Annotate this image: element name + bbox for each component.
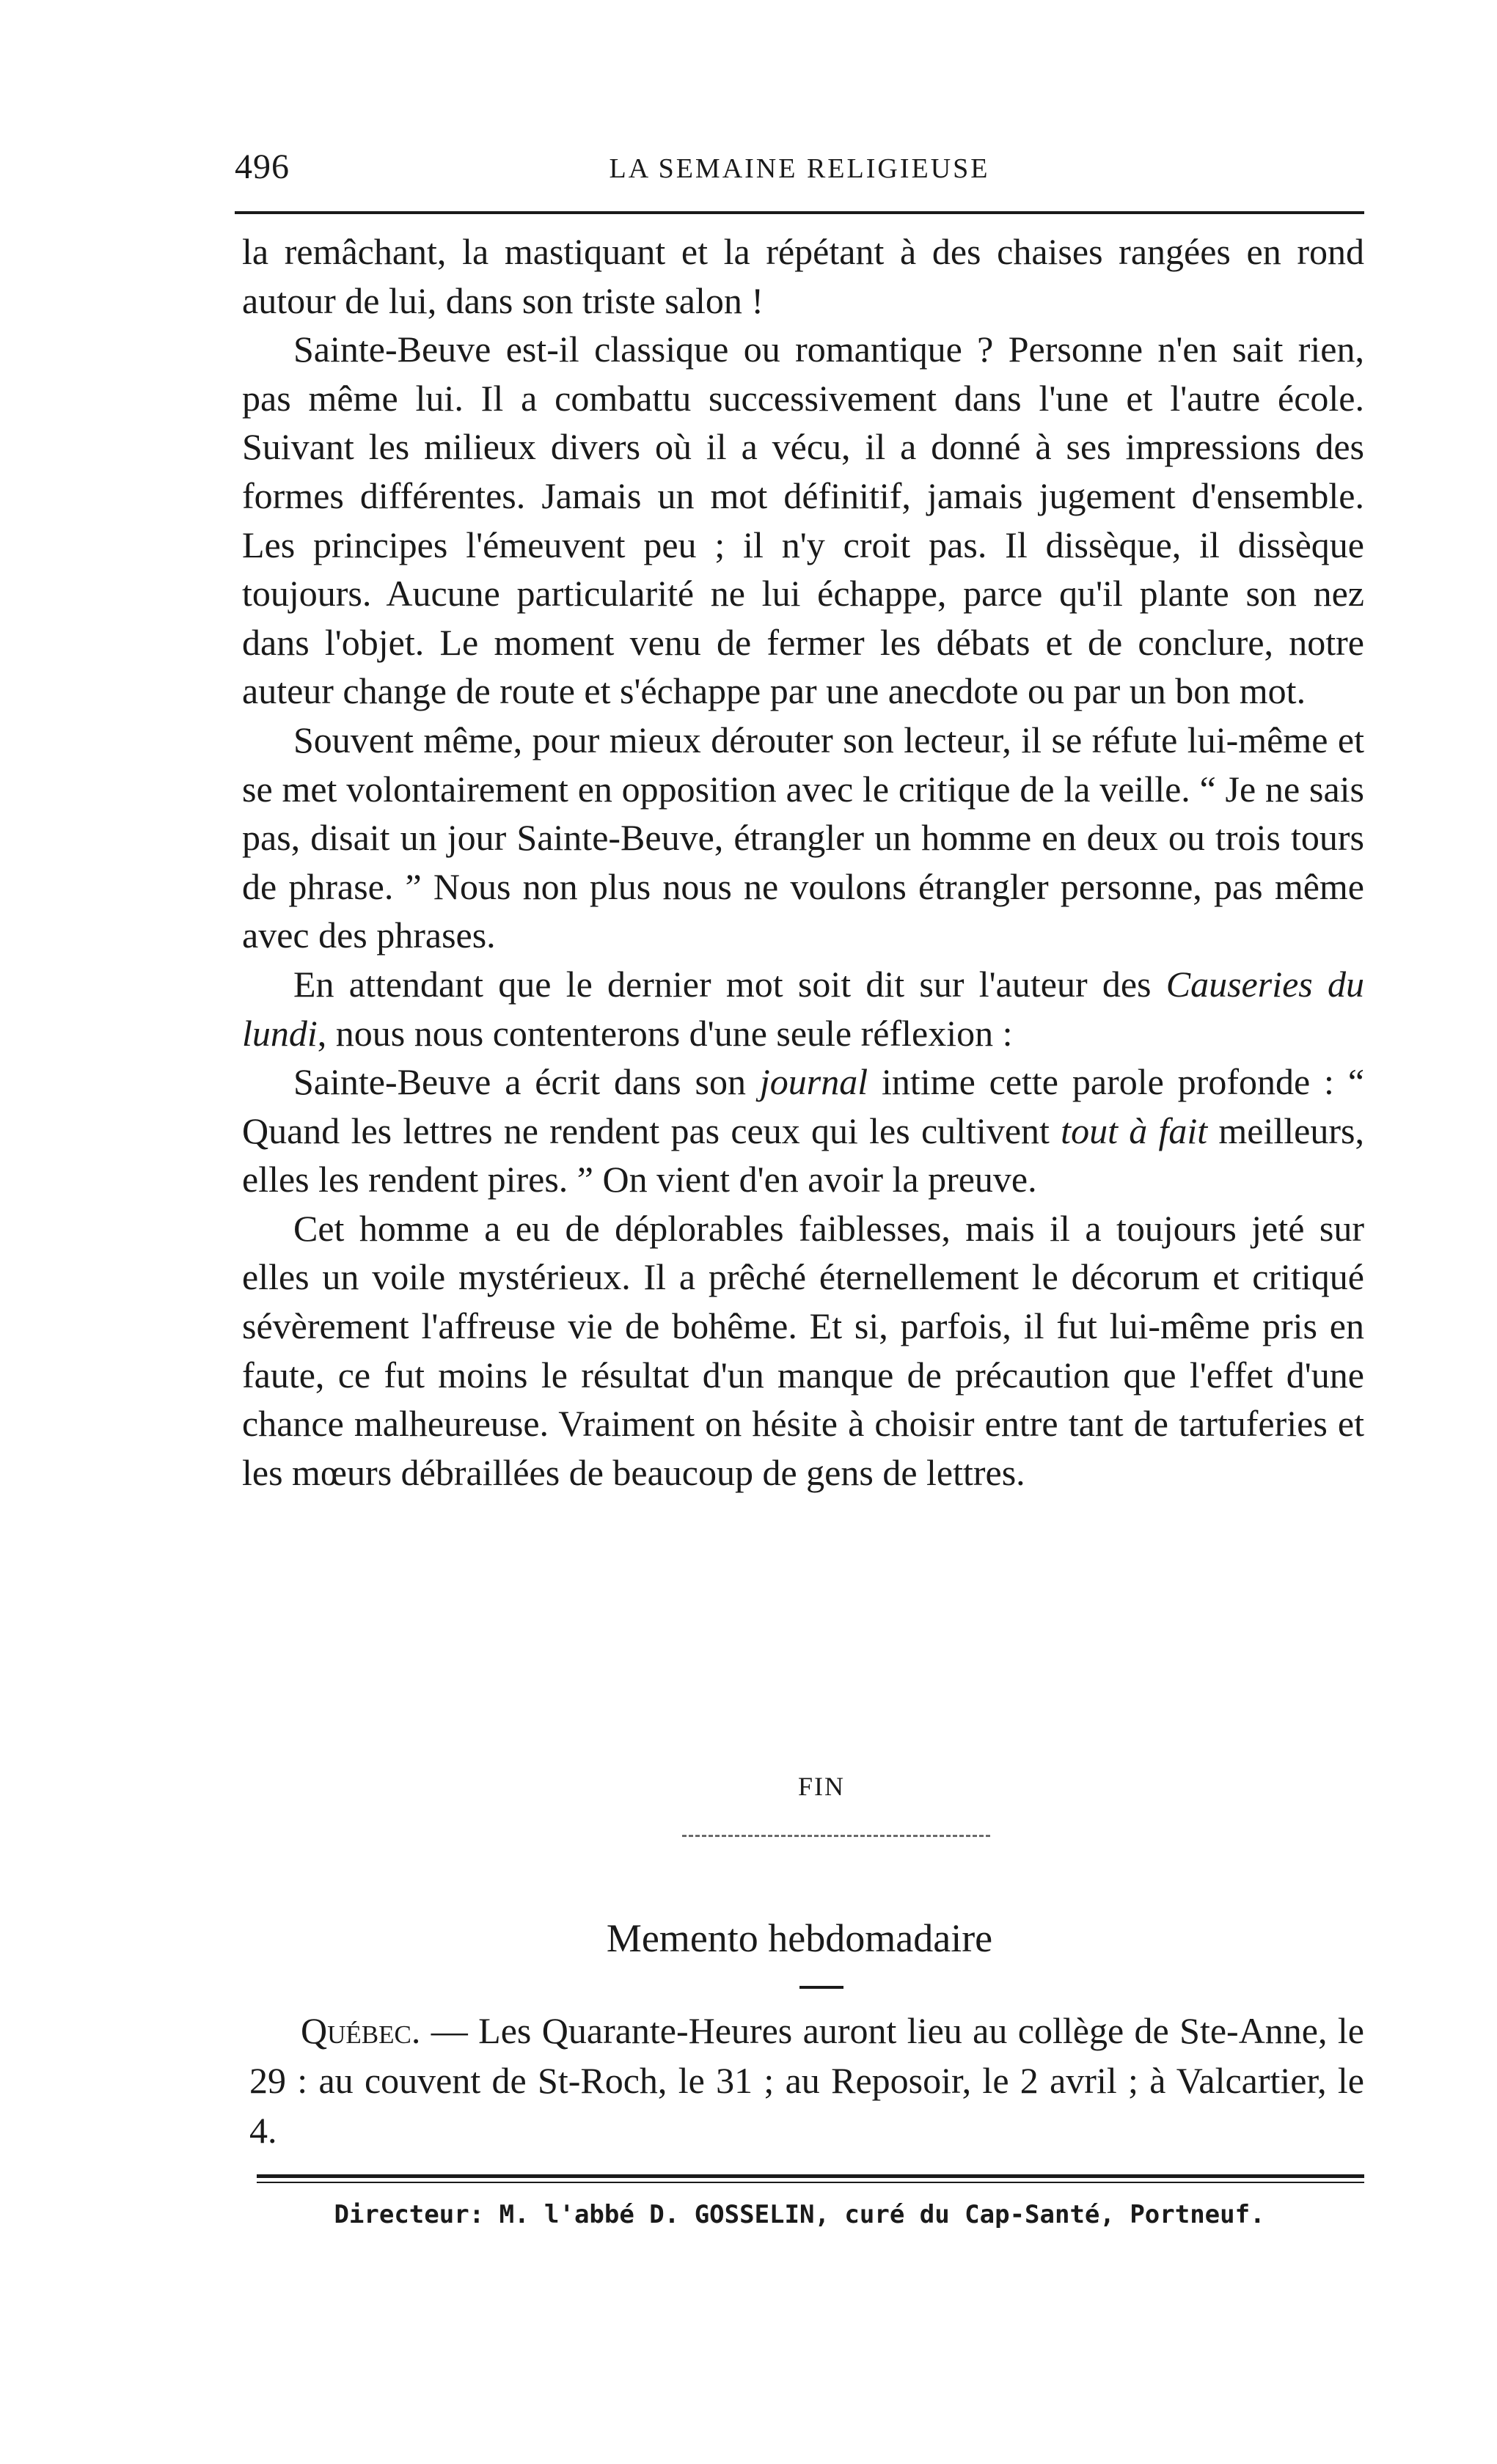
memento-city: Québec (301, 2010, 411, 2051)
page-number: 496 (235, 147, 290, 186)
italic-title: Causeries du lundi (242, 963, 1364, 1054)
italic-phrase: tout à fait (1061, 1110, 1208, 1151)
fin-marker: FIN (797, 1772, 845, 1801)
page-header (235, 147, 1364, 198)
footer-rule-thin (257, 2182, 1364, 2183)
title-underline (799, 1986, 843, 1989)
text-run: meilleurs, elles les rendent pires. ” On vient d'en avoir la preuve. (242, 1110, 1364, 1200)
text-run: Sainte-Beuve a écrit dans son (293, 1061, 760, 1103)
footer-rule-thick (257, 2174, 1364, 2178)
text-run: En attendant que le dernier mot soit dit sur l'auteur des (293, 963, 1166, 1005)
header-rule (235, 211, 1364, 214)
italic-word: journal (759, 1061, 868, 1103)
section-divider (682, 1835, 990, 1839)
paragraph-classique: Sainte-Beuve est-il classique ou romantique ? Personne n'en sait rien, pas même lui. Il a combattu successivement dans l'une et l'autre école. Suivant les milieux divers où il a vécu, il a donné à ses impressions des formes différentes. Jamais un mot définitif, jamais jugement d'ensemble. Les principes l'émeuvent peu ; il n'y croit pas. Il dissèque, il dissèque toujours. Aucune particularité ne lui échappe, parce qu'il plante son nez dans l'objet. Le moment venu de fermer les débats et de conclure, notre auteur change de route et s'échappe par une anecdote ou par un bon mot. (242, 329, 1364, 712)
paragraph-en-attendant (242, 960, 1364, 1057)
memento-paragraph (249, 2006, 1364, 2155)
paragraph-cet-homme: Cet homme a eu de déplorables faiblesses, mais il a toujours jeté sur elles un voile mystérieux. Il a prêché éternellement le décorum et critiqué sévèrement l'affreuse vie de bohême. Et si, parfois, il fut lui-même pris en faute, ce fut moins le résultat d'un manque de précaution que l'effet d'une chance malheureuse. Vraiment on hésite à choisir entre tant de tartuferies et les mœurs débraillées de beaucoup de gens de lettres. (242, 1207, 1364, 1493)
running-head: LA SEMAINE RELIGIEUSE (609, 153, 990, 184)
text-run: intime cette parole profonde : “ Quand les lettres ne rendent pas ceux qui les cultivent (242, 1061, 1365, 1151)
article-body (242, 227, 1364, 1497)
memento-text: . — Les Quarante-Heures auront lieu au collège de Ste-Anne, le 29 : au couvent de St-Roch, le 31 ; au Reposoir, le 2 avril ; à Valcartier, le 4. (249, 2010, 1364, 2151)
paragraph-journal (242, 1057, 1364, 1204)
footer-imprint: Directeur: M. l'abbé D. GOSSELIN, curé du Cap-Santé, Portneuf. (334, 2200, 1265, 2229)
paragraph-souvent: Souvent même, pour mieux dérouter son lecteur, il se réfute lui-même et se met volontairement en opposition avec le critique de la veille. “ Je ne sais pas, disait un jour Sainte-Beuve, étrangler un homme en deux ou trois tours de phrase. ” Nous non plus nous ne voulons étrangler personne, pas même avec des phrases. (242, 719, 1364, 956)
text-run: , nous nous contenterons d'une seule réflexion : (317, 1012, 1013, 1054)
section-title: Memento hebdomadaire (606, 1916, 993, 1960)
paragraph-continuation: la remâchant, la mastiquant et la répétant à des chaises rangées en rond autour de lui, dans son triste salon ! (242, 231, 1364, 321)
